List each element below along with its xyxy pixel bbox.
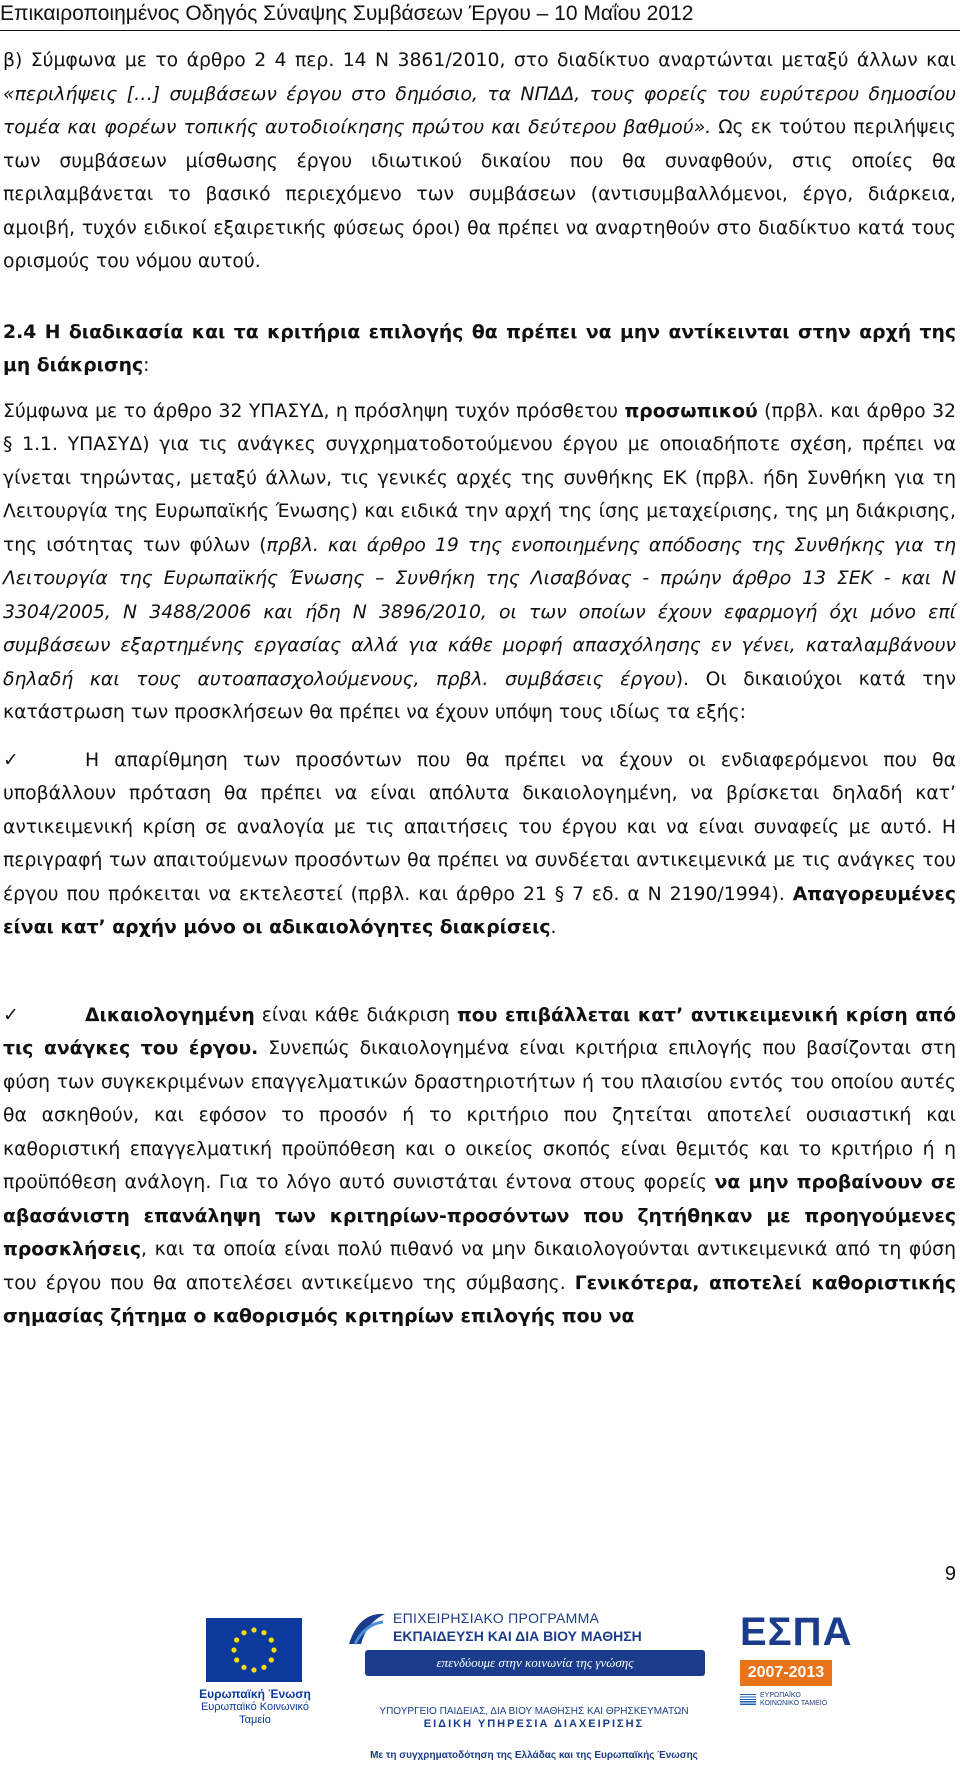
- programme-emblem-icon: [345, 1608, 389, 1648]
- esf-name: Ευρωπαϊκό Κοινωνικό Ταμείο: [200, 1701, 310, 1726]
- bold-run: που επιβάλλεται κατ’ αντικειμενική κρίση από τις ανάγκες του έργου.: [3, 1004, 956, 1059]
- programme-title: ΕΠΙΧΕΙΡΗΣΙΑΚΟ ΠΡΟΓΡΑΜΜΑ: [393, 1610, 600, 1626]
- italic-quote: «περιλήψεις […] συμβάσεων έργου στο δημόσιο, τα ΝΠΔΔ, τους φορείς του ευρύτερου δημοσίου τομέα και φορέων τοπικής αυτοδιοίκησης πρώτου και δεύτερου βαθμού».: [3, 83, 956, 138]
- footer-logos: [0, 1600, 960, 1766]
- eu-stars-icon: [206, 1618, 302, 1682]
- text-run: Σύμφωνα με το άρθρο 32 ΥΠΑΣΥΔ, η πρόσληψη τυχόν πρόσθετου: [3, 400, 625, 422]
- eu-caption: [190, 1688, 320, 1727]
- spacer: [3, 383, 956, 395]
- programme-slogan: επενδύουμε στην κοινωνία της γνώσης: [365, 1650, 705, 1676]
- eu-name: Ευρωπαϊκή Ένωση: [199, 1687, 311, 1701]
- bullet-justified-discrimination: [3, 999, 956, 1334]
- checkmark-icon: ✓: [3, 1004, 19, 1026]
- spacer: [3, 279, 956, 316]
- bold-run: Απαγορευμένες είναι κατ’ αρχήν μόνο οι αδικαιολόγητες διακρίσεις: [3, 883, 956, 938]
- heading-colon: :: [143, 355, 150, 376]
- paragraph-article-32: [3, 395, 956, 730]
- page-body: [3, 44, 956, 1334]
- bold-run: να μην προβαίνουν σε αβασάνιστη επανάληψη των κριτηρίων-προσόντων που ζητήθηκαν με προηγούμενες προσκλήσεις: [3, 1172, 956, 1260]
- espa-logo: [740, 1610, 853, 1720]
- page-number: 9: [944, 1563, 956, 1585]
- text-run: (πρβλ. και άρθρο 32 § 1.1. ΥΠΑΣΥΔ) για τις ανάγκες συγχρηματοδοτούμενου έργου με οποιαδήποτε σχέση, πρέπει να γίνεται τηρώντας, μεταξύ άλλων, τις γενικές αρχές της συνθήκης ΕΚ (πρβλ. ήδη Συνθήκη για τη Λειτουργία της Ευρωπαϊκής Ένωσης) και ειδικά την αρχή της ίσης μεταχείρισης, της μη διάκρισης, της ισότητας των φύλων (: [3, 400, 956, 556]
- spacer: [3, 730, 956, 744]
- text-run: , και τα οποία είναι πολύ πιθανό να μην δικαιολογούνται αντικειμενικά από τη φύση του έργου που θα αποτελέσει αντικείμενο της σύμβασης.: [3, 1239, 956, 1294]
- bold-run: προσωπικού: [624, 400, 758, 422]
- greek-flag-icon: [740, 1694, 756, 1705]
- ministry-caption: [345, 1705, 723, 1731]
- eu-flag-logo: [206, 1618, 302, 1682]
- heading-text: 2.4 Η διαδικασία και τα κριτήρια επιλογής θα πρέπει να μην αντίκεινται στην αρχή της μη διάκρισης: [3, 321, 956, 376]
- section-heading-2-4: [3, 316, 956, 383]
- programme-subtitle: ΕΚΠΑΙΔΕΥΣΗ ΚΑΙ ΔΙΑ ΒΙΟΥ ΜΑΘΗΣΗ: [393, 1628, 642, 1644]
- bold-run: Γενικότερα, αποτελεί καθοριστικής σημασίας ζήτημα ο καθορισμός κριτηρίων επιλογής που να: [3, 1272, 956, 1327]
- italic-run: πρβλ. και άρθρο 19 της ενοποιημένης απόδοσης της Συνθήκης για τη Λειτουργία της Ευρωπαϊκής Ένωσης – Συνθήκη της Λισαβόνας - πρώην άρθρο 13 ΣΕΚ - και Ν 3304/2005, Ν 3488/2006 και ήδη Ν 3896/2010, οι των οποίων έχουν εφαρμογή όχι μόνο επί συμβάσεων εξαρτημένης εργασίας αλλά για κάθε μορφή απασχόλησης εν γένει, καταλαμβάνουν δηλαδή και τους αυτοαπασχολούμενους, πρβλ. συμβάσεις έργου: [3, 534, 957, 690]
- text-run: είναι κάθε διάκριση: [254, 1004, 457, 1026]
- checkmark-icon: ✓: [3, 749, 19, 771]
- text-run: β) Σύμφωνα με το άρθρο 2 4 περ. 14 Ν 3861/2010, στο διαδίκτυο αναρτώνται μεταξύ άλλων και: [3, 50, 956, 71]
- text-run: ). Οι δικαιούχοι κατά την κατάστρωση των προσκλήσεων θα πρέπει να έχουν υπόψη τους ιδίως τα εξής:: [3, 668, 956, 723]
- text-run: Συνεπώς δικαιολογημένα είναι κριτήρια επιλογής που βασίζονται στη φύση των συγκεκριμένων επαγγελματικών δραστηριοτήτων ή του πλαισίου εντός του οποίου αυτές θα ασκηθούν, και εφόσον το προσόν ή το κριτήριο που ζητείται αποτελεί ουσιαστική και καθοριστική επαγγελματική προϋπόθεση και ο οικείος σκοπός είναι θεμιτός και το κριτήριο ή η προϋπόθεση ανάλογη. Για το λόγο αυτό συνιστάται έντονα στους φορείς: [3, 1038, 956, 1193]
- spacer: [3, 945, 956, 999]
- cofunding-note: Με τη συγχρηματοδότηση της Ελλάδας και της Ευρωπαϊκής Ένωσης: [370, 1750, 698, 1761]
- paragraph-article-2-4: [3, 44, 956, 279]
- espa-years: 2007-2013: [740, 1660, 832, 1686]
- espa-name: ΕΣΠΑ: [740, 1610, 853, 1654]
- espa-fund-name: ΕΥΡΩΠΑΪΚΟ ΚΟΙΝΩΝΙΚΟ ΤΑΜΕΙΟ: [760, 1692, 828, 1707]
- text-run: Η απαρίθμηση των προσόντων που θα πρέπει να έχουν οι ενδιαφερόμενοι που θα υποβάλλουν πρόταση θα πρέπει να είναι απόλυτα δικαιολογημένη, να βρίσκεται δηλαδή κατ’ αντικειμενική κρίση σε αναλογία με τις απαιτήσεις του έργου και να είναι συναφείς με αυτό. Η περιγραφή των απαιτούμενων προσόντων θα πρέπει να συνδέεται αντικειμενικά με τις ανάγκες του έργου που πρόκειται να εκτελεστεί (πρβλ. και άρθρο 21 § 7 εδ. α Ν 2190/1994).: [3, 749, 956, 905]
- ministry-name: ΥΠΟΥΡΓΕΙΟ ΠΑΙΔΕΙΑΣ, ΔΙΑ ΒΙΟΥ ΜΑΘΗΣΗΣ ΚΑΙ ΘΡΗΣΚΕΥΜΑΤΩΝ: [379, 1706, 689, 1717]
- operational-programme-logo: [345, 1606, 720, 1694]
- text-run: Ως εκ τούτου περιλήψεις των συμβάσεων μίσθωσης έργου ιδιωτικού δικαίου που θα συναφθούν, στις οποίες θα περιλαμβάνεται το βασικό περιεχόμενο των συμβάσεων (αντισυμβαλλόμενοι, έργο, διάρκεια, αμοιβή, τυχόν ειδικοί εξαιρετικής φύσεως όροι) θα πρέπει να αναρτηθούν στο διαδίκτυο κατά τους ορισμούς του νόμου αυτού.: [3, 117, 956, 272]
- bullet-qualifications: [3, 744, 956, 945]
- managing-authority: ΕΙΔΙΚΗ ΥΠΗΡΕΣΙΑ ΔΙΑΧΕΙΡΙΣΗΣ: [423, 1718, 645, 1730]
- bold-run: Δικαιολογημένη: [85, 1004, 255, 1026]
- page-header: [0, 0, 960, 31]
- text-run: .: [550, 917, 557, 938]
- document-title: Επικαιροποιημένος Οδηγός Σύναψης Συμβάσεων Έργου – 10 Μαΐου 2012: [0, 2, 694, 25]
